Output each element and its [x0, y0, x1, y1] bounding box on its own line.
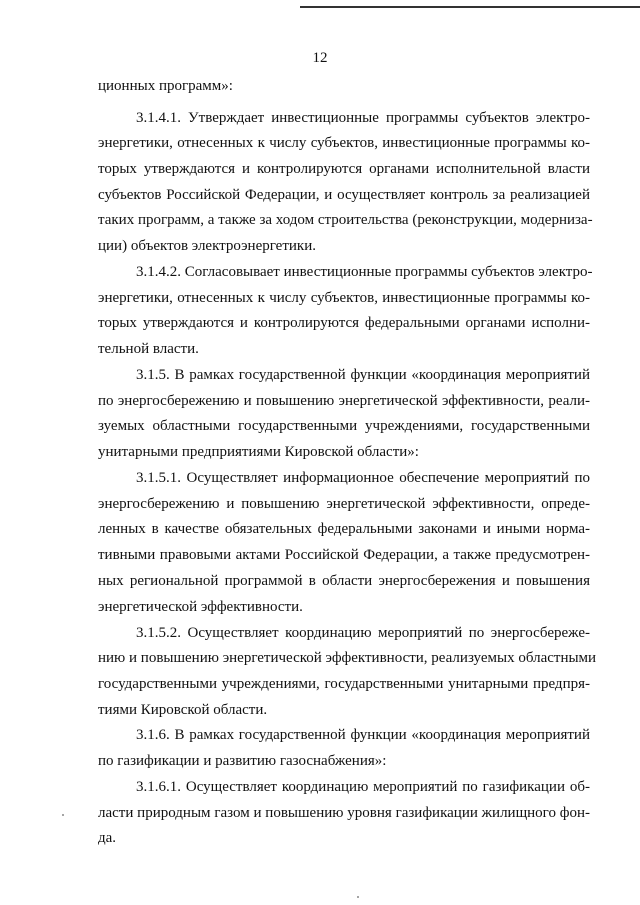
scan-speck	[62, 814, 64, 816]
top-border-line	[300, 6, 640, 8]
text-line: ласти природным газом и повышению уровня газификации жилищного фон-	[98, 805, 590, 821]
text-line: ционных программ»:	[98, 78, 233, 94]
text-line: ленных в качестве обязательных федеральными законами и иными норма-	[98, 521, 590, 537]
text-line: торых утверждаются и контролируются органами исполнительной власти	[98, 161, 590, 177]
text-line: 3.1.4.2. Согласовывает инвестиционные программы субъектов электро-	[136, 264, 593, 280]
text-line: энергетики, отнесенных к числу субъектов, инвестиционные программы ко-	[98, 135, 590, 151]
text-line: торых утверждаются и контролируются федеральными органами исполни-	[98, 315, 590, 331]
text-line: энергетической эффективности.	[98, 599, 303, 615]
text-line: таких программ, а также за ходом строительства (реконструкции, модерниза-	[98, 212, 593, 228]
page-number: 12	[312, 50, 328, 66]
text-line: тельной власти.	[98, 341, 199, 357]
text-line: по газификации и развитию газоснабжения»:	[98, 753, 387, 769]
text-line: 3.1.5. В рамках государственной функции «координация мероприятий	[136, 367, 590, 383]
text-line: 3.1.4.1. Утверждает инвестиционные программы субъектов электро-	[136, 110, 590, 126]
text-line: ции) объектов электроэнергетики.	[98, 238, 316, 254]
text-line: государственными учреждениями, государственными унитарными предпря-	[98, 676, 590, 692]
text-line: энергосбережению и повышению энергетической эффективности, опреде-	[98, 496, 590, 512]
text-line: 3.1.6. В рамках государственной функции «координация мероприятий	[136, 727, 590, 743]
text-line: субъектов Российской Федерации, и осуществляет контроль за реализацией	[98, 187, 590, 203]
text-line: да.	[98, 830, 117, 846]
text-line: 3.1.5.2. Осуществляет координацию мероприятий по энергосбереже-	[136, 625, 590, 641]
text-line: тиями Кировской области.	[98, 702, 268, 718]
text-line: тивными правовыми актами Российской Федерации, а также предусмотрен-	[98, 547, 590, 563]
text-line: 3.1.5.1. Осуществляет информационное обеспечение мероприятий по	[136, 470, 590, 486]
text-line: энергетики, отнесенных к числу субъектов, инвестиционные программы ко-	[98, 290, 590, 306]
text-line: по энергосбережению и повышению энергетической эффективности, реали-	[98, 393, 590, 409]
text-line: 3.1.6.1. Осуществляет координацию мероприятий по газификации об-	[136, 779, 590, 795]
text-line: нию и повышению энергетической эффективности, реализуемых областными	[98, 650, 597, 666]
text-line: зуемых областными государственными учреждениями, государственными	[98, 418, 590, 434]
text-line: унитарными предприятиями Кировской области»:	[98, 444, 419, 460]
text-line: ных региональной программой в области энергосбережения и повышения	[98, 573, 590, 589]
scan-speck	[357, 896, 359, 898]
